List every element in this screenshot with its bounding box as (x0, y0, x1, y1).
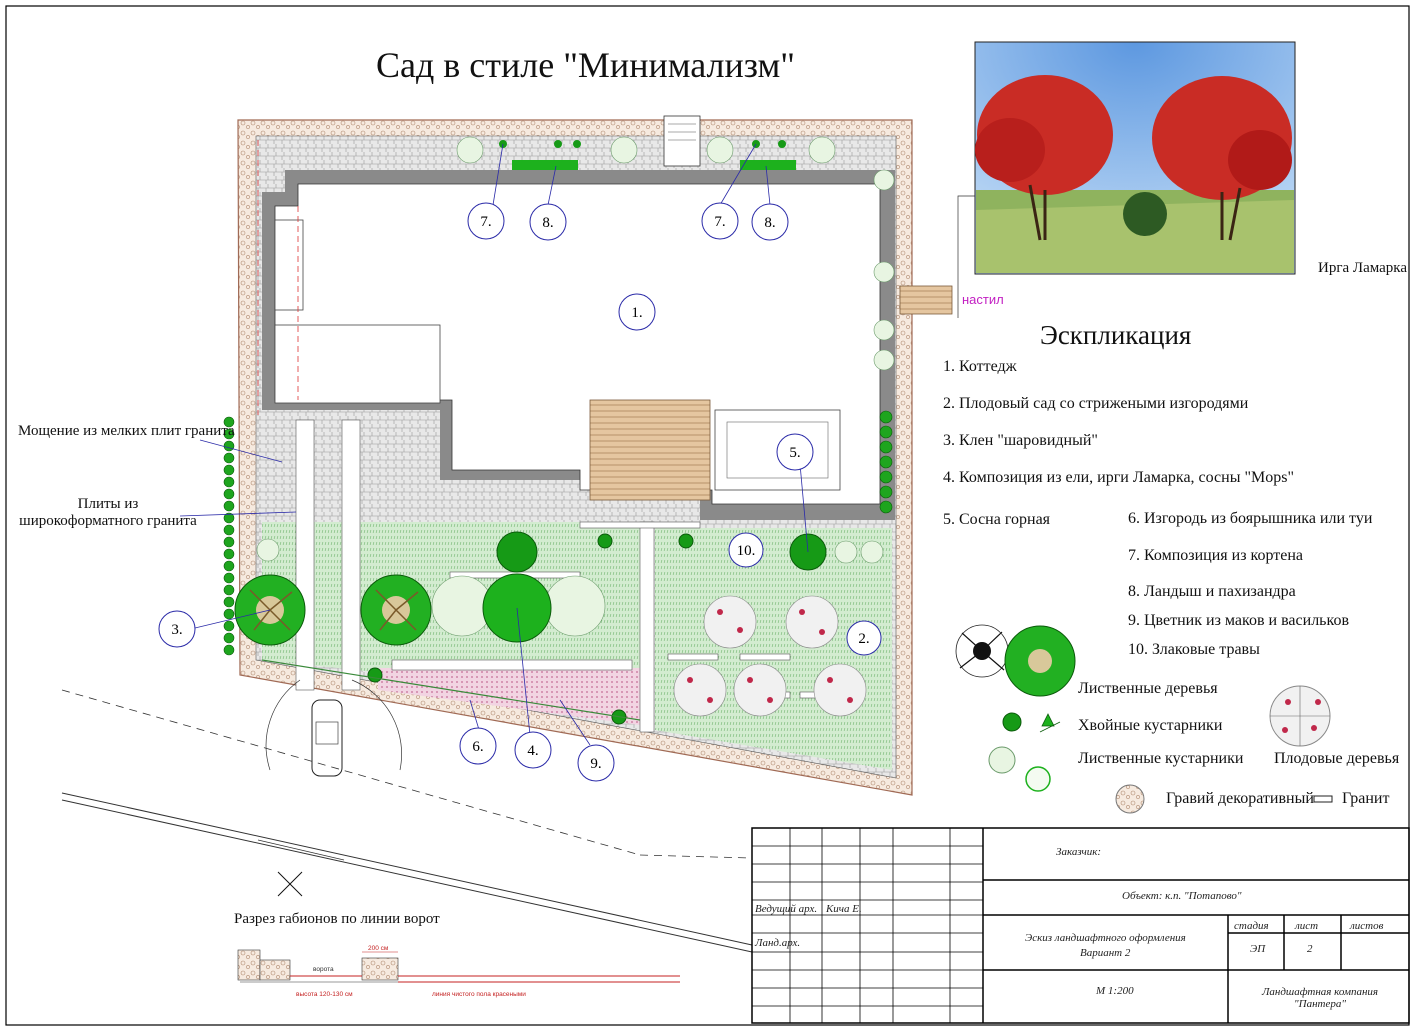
explication-item: 4. Композиция из ели, ирги Ламарка, сосны "Mops" (943, 469, 1294, 486)
explication-item: 6. Изгородь из боярышника или туи (1128, 510, 1373, 527)
stamp-sheet: 2 (1307, 943, 1313, 955)
legend-deciduous-shrub-icon (989, 747, 1015, 773)
explication-item: 10. Злаковые травы (1128, 641, 1260, 658)
legend-conifer-shrubs: Хвойные кустарники (1078, 717, 1223, 734)
marker-7b: 7. (714, 214, 726, 230)
label-large-granite-slabs: Плиты из широкоформатного гранита (19, 496, 197, 529)
marker-2: 2. (858, 631, 870, 647)
legend-granite: Гранит (1342, 790, 1390, 807)
legend-gravel-icon (1116, 785, 1144, 813)
legend-deciduous-shrub-icon (1026, 767, 1050, 791)
stamp-scale: М 1:200 (1096, 985, 1134, 997)
stamp-stage-header: стадия (1234, 920, 1269, 932)
garage (275, 325, 440, 403)
gabion-section (238, 950, 680, 982)
stamp-project: Эскиз ландшафтного оформления (1025, 932, 1186, 944)
maple-tree-right (361, 575, 431, 645)
legend-deciduous-shrubs: Лиственные кустарники (1078, 750, 1244, 767)
marker-1: 1. (631, 305, 643, 321)
entrance-steps (664, 116, 700, 166)
marker-8a: 8. (542, 215, 554, 231)
explication-item: 5. Сосна горная (943, 511, 1051, 528)
explication-item: 7. Композиция из кортена (1128, 547, 1304, 564)
stamp-lead-name: Кича Е. (826, 903, 862, 915)
irga-photo (975, 42, 1295, 274)
stamp-variant: Вариант 2 (1080, 947, 1131, 959)
conifer-shrub (368, 668, 382, 682)
side-deck (900, 286, 952, 314)
legend-fruit-trees: Плодовые деревья (1274, 750, 1400, 767)
stamp-company: Ландшафтная компания "Пантера" (1261, 986, 1379, 1010)
stamp-stage: ЭП (1250, 943, 1266, 955)
legend-granite-icon (1314, 796, 1332, 802)
legend-conifer-icon (1003, 713, 1021, 731)
legend-deciduous-tree-icon (956, 625, 1075, 696)
marker-7a: 7. (480, 214, 492, 230)
car (312, 700, 342, 776)
terrace-deck (590, 400, 710, 500)
page-title: Сад в стиле "Минимализм" (376, 45, 795, 85)
marker-8b: 8. (764, 215, 776, 231)
section-floor-note: линия чистого пола красеными (432, 991, 526, 998)
stamp-customer: Заказчик: (1056, 846, 1102, 858)
conifer-shrub (679, 534, 693, 548)
marker-10: 10. (736, 543, 756, 559)
legend-deciduous-trees: Лиственные деревья (1078, 680, 1218, 697)
marker-6: 6. (472, 739, 484, 755)
stamp-lead-role: Ведущий арх. (755, 903, 818, 915)
legend-fruit-tree-icon (1270, 686, 1330, 746)
marker-4: 4. (527, 743, 539, 759)
legend-gravel: Гравий декоративный (1166, 790, 1314, 807)
explication-item: 9. Цветник из маков и васильков (1128, 612, 1349, 629)
explication-title: Эскпликация (1040, 320, 1192, 350)
title-block-grid (752, 828, 983, 1023)
marker-9: 9. (590, 756, 602, 772)
stamp-object: Объект: к.п. "Потапово" (1122, 890, 1242, 902)
label-small-granite-paving: Мощение из мелких плит гранита (18, 423, 235, 439)
marker-5: 5. (789, 445, 801, 461)
section-height-note: высота 120-130 см (296, 991, 353, 998)
stamp-sheet-header: лист (1295, 920, 1319, 932)
explication-item: 8. Ландыш и пахизандра (1128, 583, 1296, 600)
stamp-land-role: Ланд.арх. (755, 937, 801, 949)
legend-conifer-shrub-icon (1040, 714, 1060, 732)
stamp-sheets-header: листов (1350, 920, 1384, 932)
explication-item: 1. Коттедж (943, 358, 1017, 375)
photo-caption: Ирга Ламарка (1318, 260, 1407, 276)
conifer-shrub (598, 534, 612, 548)
marker-3: 3. (171, 622, 183, 638)
section-width-note: 200 см (368, 945, 389, 952)
section-title: Разрез габионов по линии ворот (234, 911, 440, 927)
explication-item: 3. Клен "шаровидный" (943, 432, 1098, 449)
deck-label: настил (962, 292, 1004, 307)
site-plan (62, 116, 1004, 952)
house-room (275, 220, 303, 310)
section-gate-note: ворота (313, 966, 334, 973)
explication-item: 2. Плодовый сад со стрижеными изгородями (943, 395, 1249, 412)
